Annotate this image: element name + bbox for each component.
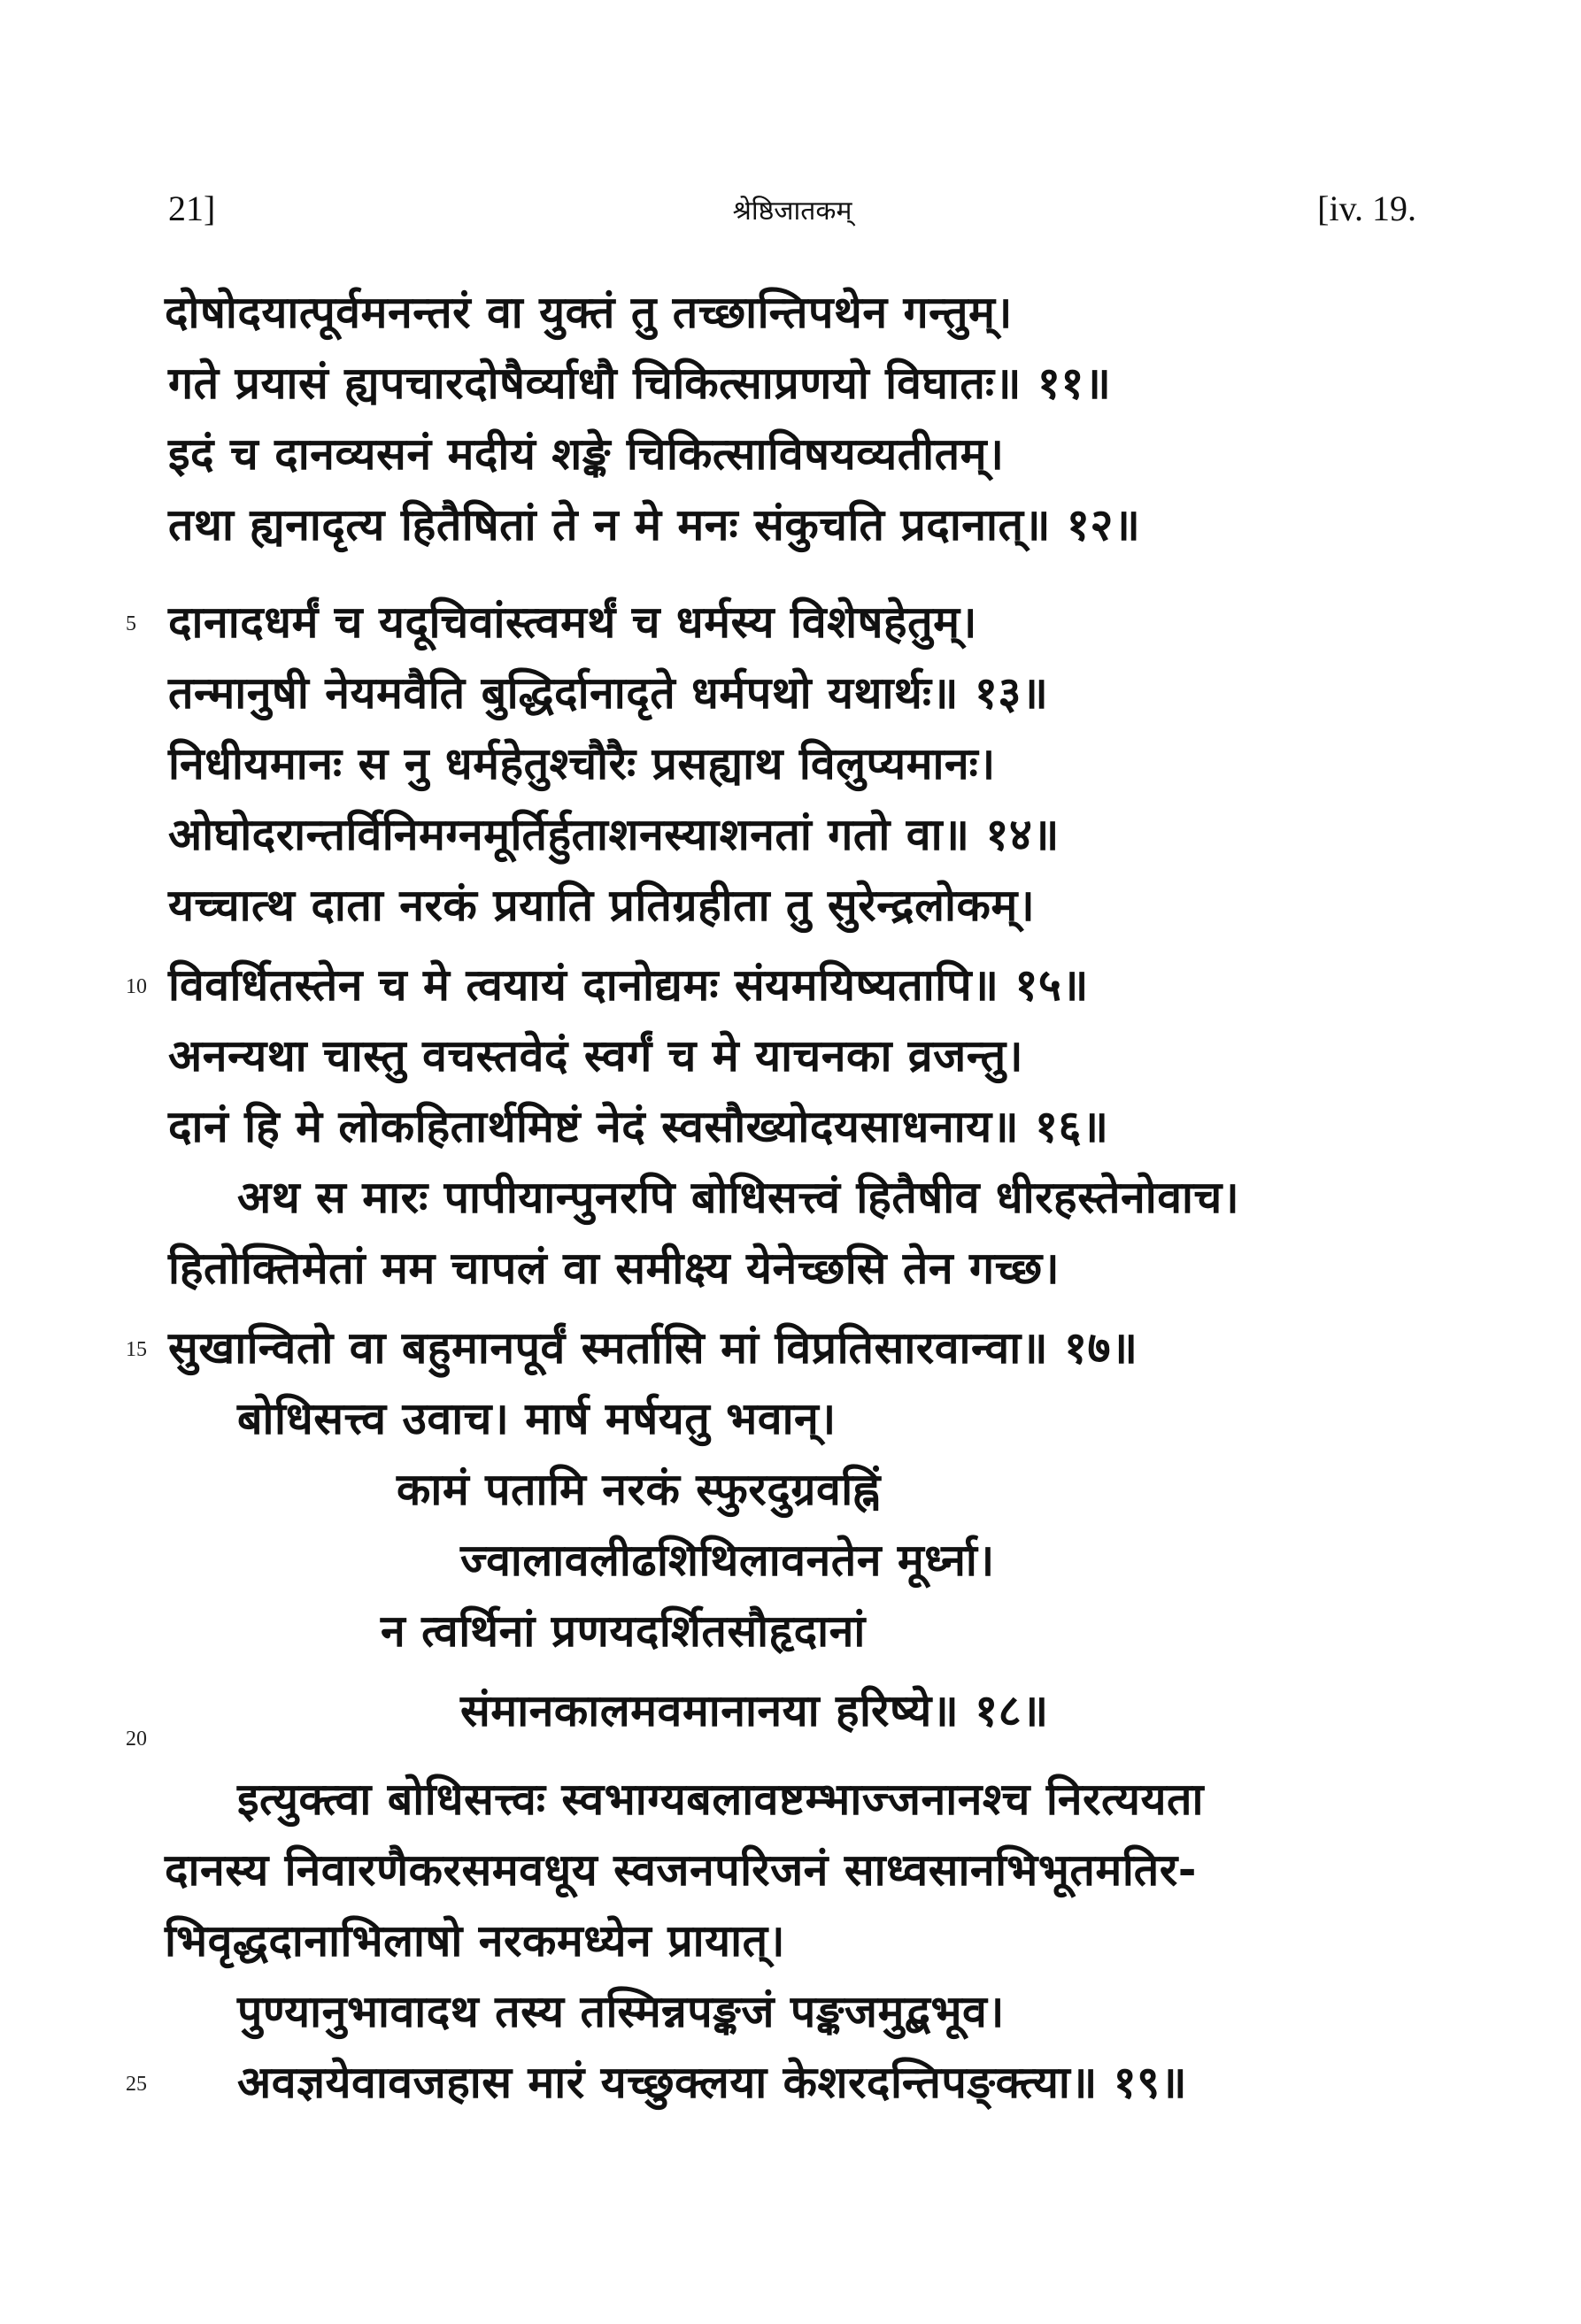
text-line: अथ स मारः पापीयान्पुनरपि बोधिसत्त्वं हितैषीव धीरहस्तेनोवाच। <box>237 1172 1240 1223</box>
line-number: 5 <box>126 612 136 635</box>
page-number: 21] <box>168 189 216 228</box>
line-number: 25 <box>126 2073 147 2096</box>
text-line: निधीयमानः स नु धर्महेतुश्चौरैः प्रसह्याथ विलुप्यमानः। <box>168 738 996 789</box>
text-line: दानादधर्मं च यदूचिवांस्त्वमर्थं च धर्मस्य विशेषहेतुम्। <box>168 596 977 648</box>
text-line: दानस्य निवारणैकरसमवधूय स्वजनपरिजनं साध्वसानभिभूतमतिर- <box>165 1844 1197 1896</box>
line-number: 20 <box>126 1728 147 1751</box>
text-line: दोषोदयात्पूर्वमनन्तरं वा युक्तं तु तच्छान्तिपथेन गन्तुम्। <box>165 287 1013 338</box>
running-title: श्रेष्ठिजातकम् <box>732 196 852 227</box>
text-line: पुण्यानुभावादथ तस्य तस्मिन्नपङ्कजं पङ्कजमुद्बभूव। <box>237 1986 1005 2037</box>
text-line: विवर्धितस्तेन च मे त्वयायं दानोद्यमः संयमयिष्यतापि॥ १५॥ <box>168 959 1089 1011</box>
line-number: 15 <box>126 1338 147 1361</box>
line-number: 10 <box>126 975 147 998</box>
running-header <box>168 188 1416 241</box>
text-line: दानं हि मे लोकहितार्थमिष्टं नेदं स्वसौख्योदयसाधनाय॥ १६॥ <box>168 1101 1109 1152</box>
text-line: सुखान्वितो वा बहुमानपूर्वं स्मर्तासि मां विप्रतिसारवान्वा॥ १७॥ <box>168 1322 1138 1374</box>
text-line: गते प्रयासं ह्यपचारदोषैर्व्याधौ चिकित्साप्रणयो विघातः॥ ११॥ <box>168 358 1112 409</box>
text-line: यच्चात्थ दाता नरकं प्रयाति प्रतिग्रहीता तु सुरेन्द्रलोकम्। <box>168 880 1036 931</box>
text-line: अवज्ञयेवावजहास मारं यच्छुक्लया केशरदन्तिपङ्क्त्या॥ १९॥ <box>237 2057 1188 2108</box>
text-line: ज्वालावलीढशिथिलावनतेन मूर्ध्ना। <box>460 1535 995 1586</box>
text-line: तथा ह्यनादृत्य हितैषितां ते न मे मनः संकुचति प्रदानात्॥ १२॥ <box>168 499 1141 550</box>
text-line: तन्मानुषी नेयमवैति बुद्धिर्दानादृते धर्मपथो यथार्थः॥ १३॥ <box>168 667 1049 719</box>
text-line: ओघोदरान्तर्विनिमग्नमूर्तिर्हुताशनस्याशनतां गतो वा॥ १४॥ <box>168 809 1060 860</box>
text-line: संमानकालमवमानानया हरिष्ये॥ १८॥ <box>460 1685 1049 1736</box>
text-line: इदं च दानव्यसनं मदीयं शङ्के चिकित्साविषयव्यतीतम्। <box>168 428 1005 480</box>
section-reference: [iv. 19. <box>1317 189 1416 228</box>
text-line: कामं पतामि नरकं स्फुरदुग्रवह्निं <box>397 1464 881 1515</box>
text-line: भिवृद्धदानाभिलाषो नरकमध्येन प्रायात्। <box>165 1915 786 1966</box>
text-line: हितोक्तिमेतां मम चापलं वा समीक्ष्य येनेच्छसि तेन गच्छ। <box>168 1243 1060 1294</box>
text-line: बोधिसत्त्व उवाच। मार्ष मर्षयतु भवान्। <box>237 1393 837 1444</box>
text-line: अनन्यथा चास्तु वचस्तवेदं स्वर्गं च मे याचनका व्रजन्तु। <box>168 1030 1024 1081</box>
text-line: न त्वर्थिनां प्रणयदर्शितसौहृदानां <box>381 1605 866 1657</box>
text-line: इत्युक्त्वा बोधिसत्त्वः स्वभाग्यबलावष्टम्भाज्जनानश्च निरत्ययता <box>237 1774 1204 1825</box>
